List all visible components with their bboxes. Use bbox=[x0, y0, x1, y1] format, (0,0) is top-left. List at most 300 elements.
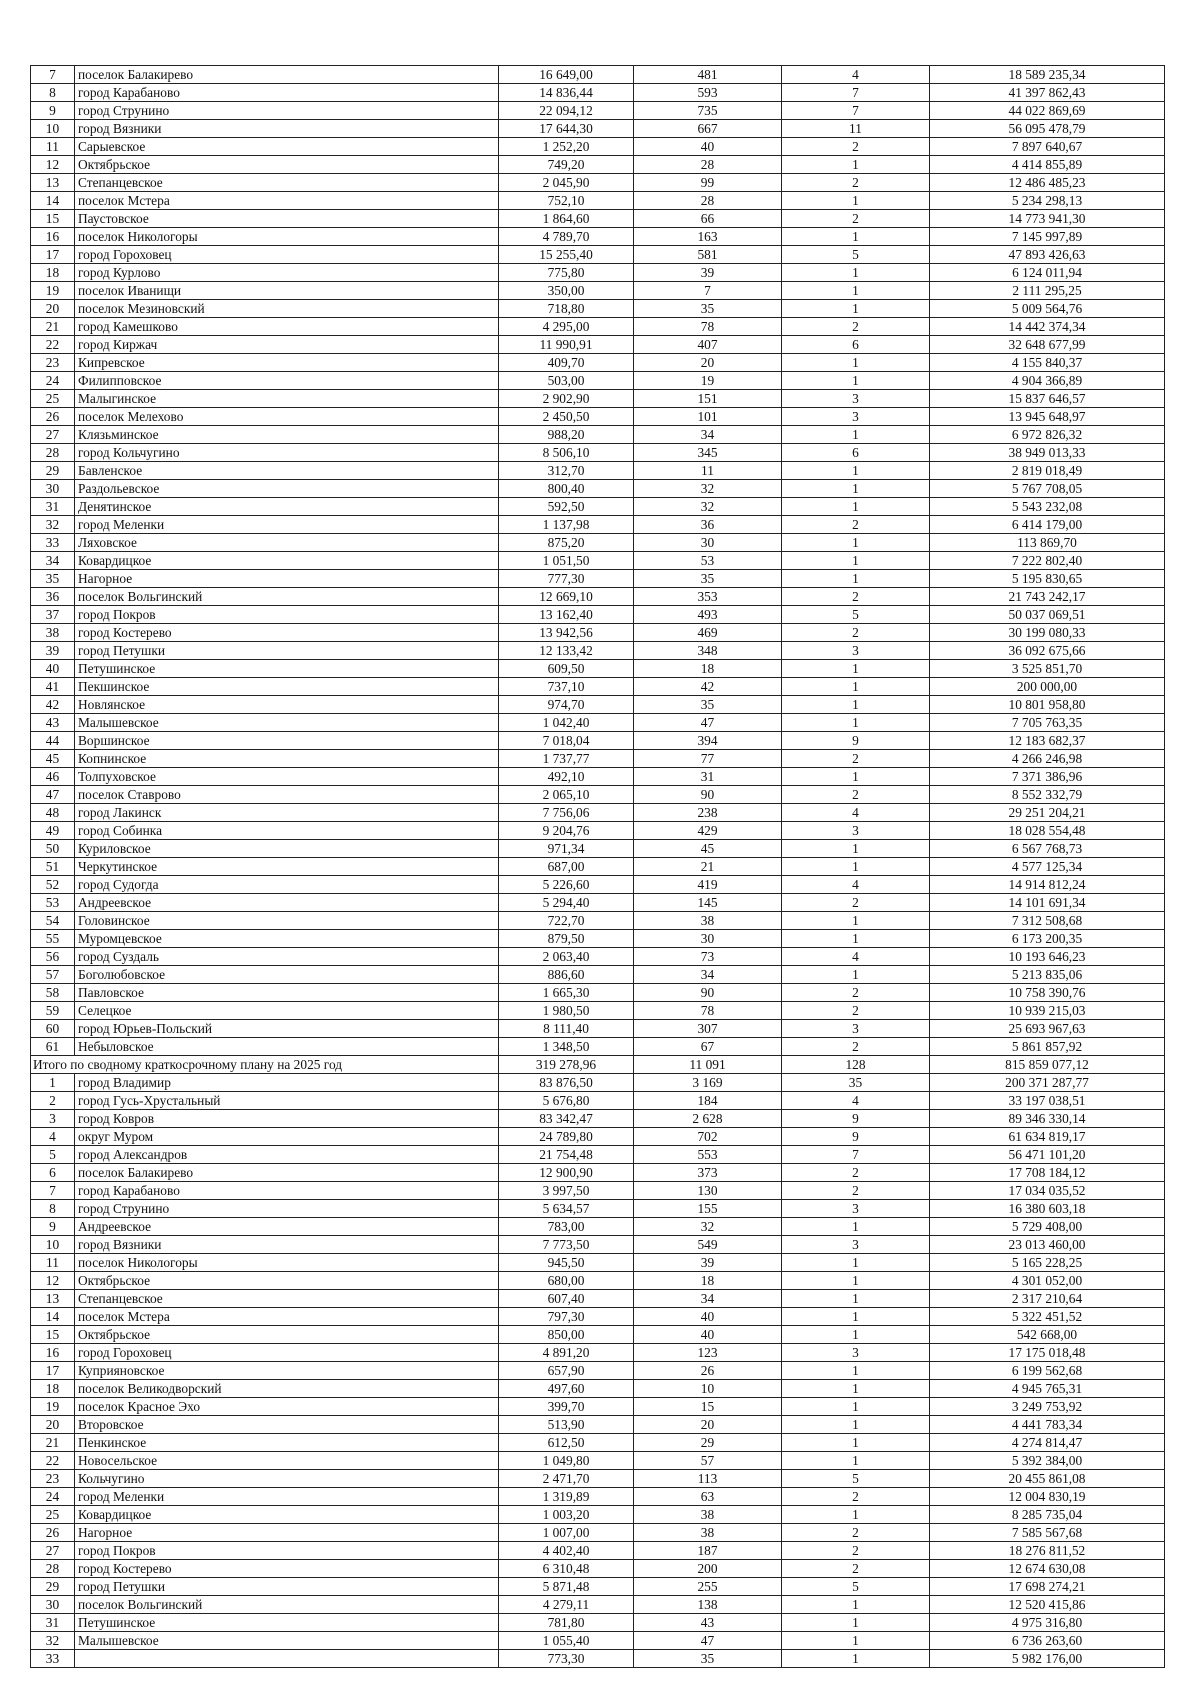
row-number: 14 bbox=[31, 1308, 75, 1326]
row-number: 7 bbox=[31, 1182, 75, 1200]
area-value: 749,20 bbox=[499, 156, 634, 174]
row-number: 23 bbox=[31, 354, 75, 372]
row-number: 3 bbox=[31, 1110, 75, 1128]
residents-count: 345 bbox=[634, 444, 782, 462]
area-value: 875,20 bbox=[499, 534, 634, 552]
houses-count: 1 bbox=[782, 1290, 930, 1308]
area-value: 5 226,60 bbox=[499, 876, 634, 894]
total-houses-count: 128 bbox=[782, 1056, 930, 1074]
residents-count: 90 bbox=[634, 786, 782, 804]
table-row bbox=[31, 1128, 1165, 1146]
row-number: 18 bbox=[31, 1380, 75, 1398]
houses-count: 3 bbox=[782, 642, 930, 660]
table-row bbox=[31, 1074, 1165, 1092]
cost-value: 3 249 753,92 bbox=[930, 1398, 1165, 1416]
row-number: 8 bbox=[31, 1200, 75, 1218]
row-number: 56 bbox=[31, 948, 75, 966]
table-row bbox=[31, 1650, 1165, 1668]
area-value: 773,30 bbox=[499, 1650, 634, 1668]
cost-value: 5 392 384,00 bbox=[930, 1452, 1165, 1470]
houses-count: 1 bbox=[782, 1614, 930, 1632]
row-number: 23 bbox=[31, 1470, 75, 1488]
cost-value: 15 837 646,57 bbox=[930, 390, 1165, 408]
area-value: 1 049,80 bbox=[499, 1452, 634, 1470]
row-number: 26 bbox=[31, 1524, 75, 1542]
area-value: 1 055,40 bbox=[499, 1632, 634, 1650]
cost-value: 5 729 408,00 bbox=[930, 1218, 1165, 1236]
table-row bbox=[31, 1326, 1165, 1344]
cost-value: 4 945 765,31 bbox=[930, 1380, 1165, 1398]
row-number: 5 bbox=[31, 1146, 75, 1164]
houses-count: 1 bbox=[782, 534, 930, 552]
residents-count: 3 169 bbox=[634, 1074, 782, 1092]
residents-count: 28 bbox=[634, 192, 782, 210]
area-value: 1 252,20 bbox=[499, 138, 634, 156]
cost-value: 200 000,00 bbox=[930, 678, 1165, 696]
municipality-name: Октябрьское bbox=[75, 156, 499, 174]
area-value: 4 402,40 bbox=[499, 1542, 634, 1560]
row-number: 42 bbox=[31, 696, 75, 714]
municipality-name: город Ковров bbox=[75, 1110, 499, 1128]
residents-count: 53 bbox=[634, 552, 782, 570]
area-value: 945,50 bbox=[499, 1254, 634, 1272]
area-value: 4 891,20 bbox=[499, 1344, 634, 1362]
plan-table bbox=[30, 65, 1165, 1668]
area-value: 14 836,44 bbox=[499, 84, 634, 102]
row-number: 12 bbox=[31, 156, 75, 174]
cost-value: 12 004 830,19 bbox=[930, 1488, 1165, 1506]
table-row bbox=[31, 120, 1165, 138]
municipality-name: Куриловское bbox=[75, 840, 499, 858]
municipality-name: город Собинка bbox=[75, 822, 499, 840]
table-row bbox=[31, 1038, 1165, 1056]
houses-count: 1 bbox=[782, 480, 930, 498]
houses-count: 2 bbox=[782, 1542, 930, 1560]
cost-value: 8 285 735,04 bbox=[930, 1506, 1165, 1524]
residents-count: 187 bbox=[634, 1542, 782, 1560]
cost-value: 6 736 263,60 bbox=[930, 1632, 1165, 1650]
table-row bbox=[31, 480, 1165, 498]
cost-value: 16 380 603,18 bbox=[930, 1200, 1165, 1218]
residents-count: 43 bbox=[634, 1614, 782, 1632]
row-number: 46 bbox=[31, 768, 75, 786]
municipality-name: город Судогда bbox=[75, 876, 499, 894]
municipality-name: город Вязники bbox=[75, 120, 499, 138]
residents-count: 38 bbox=[634, 1506, 782, 1524]
residents-count: 123 bbox=[634, 1344, 782, 1362]
table-row bbox=[31, 1272, 1165, 1290]
municipality-name: Новосельское bbox=[75, 1452, 499, 1470]
area-value: 492,10 bbox=[499, 768, 634, 786]
residents-count: 407 bbox=[634, 336, 782, 354]
municipality-name: поселок Мелехово bbox=[75, 408, 499, 426]
houses-count: 2 bbox=[782, 1038, 930, 1056]
row-number: 22 bbox=[31, 1452, 75, 1470]
municipality-name: город Юрьев-Польский bbox=[75, 1020, 499, 1038]
cost-value: 4 155 840,37 bbox=[930, 354, 1165, 372]
residents-count: 34 bbox=[634, 966, 782, 984]
residents-count: 78 bbox=[634, 1002, 782, 1020]
row-number: 51 bbox=[31, 858, 75, 876]
municipality-name: город Покров bbox=[75, 1542, 499, 1560]
residents-count: 78 bbox=[634, 318, 782, 336]
municipality-name: Петушинское bbox=[75, 1614, 499, 1632]
municipality-name: город Костерево bbox=[75, 624, 499, 642]
row-number: 34 bbox=[31, 552, 75, 570]
table-row bbox=[31, 750, 1165, 768]
houses-count: 4 bbox=[782, 66, 930, 84]
municipality-name: город Карабаново bbox=[75, 1182, 499, 1200]
table-row bbox=[31, 606, 1165, 624]
municipality-name: поселок Никологоры bbox=[75, 228, 499, 246]
municipality-name: город Владимир bbox=[75, 1074, 499, 1092]
row-number: 10 bbox=[31, 1236, 75, 1254]
row-number: 20 bbox=[31, 1416, 75, 1434]
municipality-name: Ковардицкое bbox=[75, 552, 499, 570]
table-row bbox=[31, 1110, 1165, 1128]
cost-value: 17 034 035,52 bbox=[930, 1182, 1165, 1200]
row-number: 30 bbox=[31, 1596, 75, 1614]
table-row bbox=[31, 426, 1165, 444]
row-number: 48 bbox=[31, 804, 75, 822]
houses-count: 2 bbox=[782, 516, 930, 534]
table-row bbox=[31, 336, 1165, 354]
municipality-name: Селецкое bbox=[75, 1002, 499, 1020]
houses-count: 6 bbox=[782, 336, 930, 354]
municipality-name: поселок Великодворский bbox=[75, 1380, 499, 1398]
area-value: 13 162,40 bbox=[499, 606, 634, 624]
area-value: 12 669,10 bbox=[499, 588, 634, 606]
row-number: 47 bbox=[31, 786, 75, 804]
municipality-name: город Суздаль bbox=[75, 948, 499, 966]
area-value: 399,70 bbox=[499, 1398, 634, 1416]
area-value: 8 506,10 bbox=[499, 444, 634, 462]
residents-count: 493 bbox=[634, 606, 782, 624]
houses-count: 3 bbox=[782, 822, 930, 840]
row-number: 21 bbox=[31, 318, 75, 336]
residents-count: 307 bbox=[634, 1020, 782, 1038]
area-value: 657,90 bbox=[499, 1362, 634, 1380]
table-row bbox=[31, 1182, 1165, 1200]
row-number: 25 bbox=[31, 390, 75, 408]
houses-count: 2 bbox=[782, 1182, 930, 1200]
area-value: 974,70 bbox=[499, 696, 634, 714]
cost-value: 32 648 677,99 bbox=[930, 336, 1165, 354]
area-value: 1 007,00 bbox=[499, 1524, 634, 1542]
residents-count: 155 bbox=[634, 1200, 782, 1218]
municipality-name: Нагорное bbox=[75, 1524, 499, 1542]
houses-count: 4 bbox=[782, 948, 930, 966]
table-row bbox=[31, 1146, 1165, 1164]
cost-value: 12 183 682,37 bbox=[930, 732, 1165, 750]
houses-count: 2 bbox=[782, 984, 930, 1002]
cost-value: 47 893 426,63 bbox=[930, 246, 1165, 264]
residents-count: 21 bbox=[634, 858, 782, 876]
residents-count: 31 bbox=[634, 768, 782, 786]
houses-count: 1 bbox=[782, 1650, 930, 1668]
cost-value: 4 414 855,89 bbox=[930, 156, 1165, 174]
residents-count: 429 bbox=[634, 822, 782, 840]
row-number: 16 bbox=[31, 1344, 75, 1362]
table-row bbox=[31, 1200, 1165, 1218]
table-row bbox=[31, 228, 1165, 246]
cost-value: 10 758 390,76 bbox=[930, 984, 1165, 1002]
area-value: 21 754,48 bbox=[499, 1146, 634, 1164]
houses-count: 5 bbox=[782, 606, 930, 624]
municipality-name: Павловское bbox=[75, 984, 499, 1002]
residents-count: 73 bbox=[634, 948, 782, 966]
row-number: 43 bbox=[31, 714, 75, 732]
cost-value: 6 567 768,73 bbox=[930, 840, 1165, 858]
table-row bbox=[31, 1524, 1165, 1542]
residents-count: 10 bbox=[634, 1380, 782, 1398]
area-value: 971,34 bbox=[499, 840, 634, 858]
municipality-name: город Петушки bbox=[75, 642, 499, 660]
cost-value: 5 767 708,05 bbox=[930, 480, 1165, 498]
area-value: 1 864,60 bbox=[499, 210, 634, 228]
area-value: 2 902,90 bbox=[499, 390, 634, 408]
municipality-name: город Костерево bbox=[75, 1560, 499, 1578]
municipality-name: поселок Мезиновский bbox=[75, 300, 499, 318]
row-number: 33 bbox=[31, 534, 75, 552]
row-number: 18 bbox=[31, 264, 75, 282]
row-number: 12 bbox=[31, 1272, 75, 1290]
residents-count: 7 bbox=[634, 282, 782, 300]
row-number: 45 bbox=[31, 750, 75, 768]
cost-value: 12 486 485,23 bbox=[930, 174, 1165, 192]
area-value: 4 295,00 bbox=[499, 318, 634, 336]
residents-count: 30 bbox=[634, 930, 782, 948]
houses-count: 7 bbox=[782, 1146, 930, 1164]
municipality-name: Андреевское bbox=[75, 1218, 499, 1236]
area-value: 1 051,50 bbox=[499, 552, 634, 570]
row-number: 19 bbox=[31, 282, 75, 300]
residents-count: 101 bbox=[634, 408, 782, 426]
municipality-name: Октябрьское bbox=[75, 1326, 499, 1344]
row-number: 31 bbox=[31, 1614, 75, 1632]
area-value: 83 342,47 bbox=[499, 1110, 634, 1128]
area-value: 718,80 bbox=[499, 300, 634, 318]
residents-count: 40 bbox=[634, 1326, 782, 1344]
residents-count: 99 bbox=[634, 174, 782, 192]
municipality-name: Паустовское bbox=[75, 210, 499, 228]
residents-count: 184 bbox=[634, 1092, 782, 1110]
municipality-name: Кольчугино bbox=[75, 1470, 499, 1488]
table-row bbox=[31, 570, 1165, 588]
row-number: 15 bbox=[31, 1326, 75, 1344]
row-number: 24 bbox=[31, 372, 75, 390]
row-number: 39 bbox=[31, 642, 75, 660]
area-value: 503,00 bbox=[499, 372, 634, 390]
area-value: 7 773,50 bbox=[499, 1236, 634, 1254]
municipality-name: поселок Балакирево bbox=[75, 66, 499, 84]
area-value: 781,80 bbox=[499, 1614, 634, 1632]
municipality-name: город Покров bbox=[75, 606, 499, 624]
row-number: 17 bbox=[31, 246, 75, 264]
table-row bbox=[31, 282, 1165, 300]
houses-count: 3 bbox=[782, 1344, 930, 1362]
row-number: 60 bbox=[31, 1020, 75, 1038]
cost-value: 18 276 811,52 bbox=[930, 1542, 1165, 1560]
houses-count: 9 bbox=[782, 1110, 930, 1128]
table-row bbox=[31, 642, 1165, 660]
residents-count: 419 bbox=[634, 876, 782, 894]
table-row bbox=[31, 174, 1165, 192]
houses-count: 2 bbox=[782, 786, 930, 804]
houses-count: 1 bbox=[782, 1398, 930, 1416]
municipality-name: город Киржач bbox=[75, 336, 499, 354]
area-value: 722,70 bbox=[499, 912, 634, 930]
cost-value: 29 251 204,21 bbox=[930, 804, 1165, 822]
cost-value: 18 589 235,34 bbox=[930, 66, 1165, 84]
cost-value: 4 266 246,98 bbox=[930, 750, 1165, 768]
cost-value: 5 861 857,92 bbox=[930, 1038, 1165, 1056]
houses-count: 1 bbox=[782, 660, 930, 678]
area-value: 783,00 bbox=[499, 1218, 634, 1236]
area-value: 988,20 bbox=[499, 426, 634, 444]
residents-count: 20 bbox=[634, 354, 782, 372]
area-value: 5 634,57 bbox=[499, 1200, 634, 1218]
cost-value: 4 975 316,80 bbox=[930, 1614, 1165, 1632]
area-value: 17 644,30 bbox=[499, 120, 634, 138]
row-number: 28 bbox=[31, 1560, 75, 1578]
area-value: 15 255,40 bbox=[499, 246, 634, 264]
row-number: 27 bbox=[31, 426, 75, 444]
municipality-name: город Струнино bbox=[75, 1200, 499, 1218]
cost-value: 4 274 814,47 bbox=[930, 1434, 1165, 1452]
row-number: 30 bbox=[31, 480, 75, 498]
municipality-name: город Струнино bbox=[75, 102, 499, 120]
table-row bbox=[31, 966, 1165, 984]
table-row bbox=[31, 408, 1165, 426]
table-row bbox=[31, 1416, 1165, 1434]
area-value: 1 003,20 bbox=[499, 1506, 634, 1524]
row-number: 44 bbox=[31, 732, 75, 750]
area-value: 497,60 bbox=[499, 1380, 634, 1398]
residents-count: 26 bbox=[634, 1362, 782, 1380]
houses-count: 2 bbox=[782, 138, 930, 156]
cost-value: 10 193 646,23 bbox=[930, 948, 1165, 966]
row-number: 36 bbox=[31, 588, 75, 606]
houses-count: 2 bbox=[782, 1488, 930, 1506]
municipality-name: Нагорное bbox=[75, 570, 499, 588]
row-number: 27 bbox=[31, 1542, 75, 1560]
houses-count: 1 bbox=[782, 462, 930, 480]
area-value: 1 137,98 bbox=[499, 516, 634, 534]
cost-value: 5 195 830,65 bbox=[930, 570, 1165, 588]
area-value: 1 042,40 bbox=[499, 714, 634, 732]
residents-count: 353 bbox=[634, 588, 782, 606]
residents-count: 667 bbox=[634, 120, 782, 138]
area-value: 752,10 bbox=[499, 192, 634, 210]
municipality-name: поселок Красное Эхо bbox=[75, 1398, 499, 1416]
area-value: 22 094,12 bbox=[499, 102, 634, 120]
municipality-name: Петушинское bbox=[75, 660, 499, 678]
table-row bbox=[31, 300, 1165, 318]
residents-count: 29 bbox=[634, 1434, 782, 1452]
row-number: 61 bbox=[31, 1038, 75, 1056]
row-number: 17 bbox=[31, 1362, 75, 1380]
row-number: 20 bbox=[31, 300, 75, 318]
cost-value: 542 668,00 bbox=[930, 1326, 1165, 1344]
cost-value: 18 028 554,48 bbox=[930, 822, 1165, 840]
cost-value: 7 312 508,68 bbox=[930, 912, 1165, 930]
houses-count: 1 bbox=[782, 858, 930, 876]
cost-value: 56 471 101,20 bbox=[930, 1146, 1165, 1164]
row-number: 25 bbox=[31, 1506, 75, 1524]
cost-value: 200 371 287,77 bbox=[930, 1074, 1165, 1092]
houses-count: 1 bbox=[782, 1434, 930, 1452]
table-row bbox=[31, 1218, 1165, 1236]
residents-count: 90 bbox=[634, 984, 782, 1002]
row-number: 35 bbox=[31, 570, 75, 588]
cost-value: 5 982 176,00 bbox=[930, 1650, 1165, 1668]
residents-count: 113 bbox=[634, 1470, 782, 1488]
table-row bbox=[31, 84, 1165, 102]
row-number: 15 bbox=[31, 210, 75, 228]
table-row bbox=[31, 1236, 1165, 1254]
houses-count: 1 bbox=[782, 1272, 930, 1290]
municipality-name: Октябрьское bbox=[75, 1272, 499, 1290]
cost-value: 10 939 215,03 bbox=[930, 1002, 1165, 1020]
residents-count: 200 bbox=[634, 1560, 782, 1578]
table-row bbox=[31, 1380, 1165, 1398]
houses-count: 1 bbox=[782, 840, 930, 858]
residents-count: 581 bbox=[634, 246, 782, 264]
residents-count: 348 bbox=[634, 642, 782, 660]
residents-count: 77 bbox=[634, 750, 782, 768]
table-row bbox=[31, 66, 1165, 84]
municipality-name: Раздольевское bbox=[75, 480, 499, 498]
table-row bbox=[31, 1632, 1165, 1650]
area-value: 775,80 bbox=[499, 264, 634, 282]
cost-value: 23 013 460,00 bbox=[930, 1236, 1165, 1254]
total-residents-count: 11 091 bbox=[634, 1056, 782, 1074]
residents-count: 15 bbox=[634, 1398, 782, 1416]
municipality-name: Пекшинское bbox=[75, 678, 499, 696]
residents-count: 35 bbox=[634, 300, 782, 318]
table-row bbox=[31, 1560, 1165, 1578]
table-row bbox=[31, 444, 1165, 462]
cost-value: 14 773 941,30 bbox=[930, 210, 1165, 228]
area-value: 850,00 bbox=[499, 1326, 634, 1344]
table-row bbox=[31, 1596, 1165, 1614]
plan-table-body bbox=[31, 66, 1165, 1668]
residents-count: 47 bbox=[634, 1632, 782, 1650]
residents-count: 163 bbox=[634, 228, 782, 246]
cost-value: 2 111 295,25 bbox=[930, 282, 1165, 300]
cost-value: 12 520 415,86 bbox=[930, 1596, 1165, 1614]
residents-count: 34 bbox=[634, 1290, 782, 1308]
cost-value: 17 698 274,21 bbox=[930, 1578, 1165, 1596]
cost-value: 36 092 675,66 bbox=[930, 642, 1165, 660]
municipality-name: город Гороховец bbox=[75, 1344, 499, 1362]
area-value: 800,40 bbox=[499, 480, 634, 498]
municipality-name: Пенкинское bbox=[75, 1434, 499, 1452]
table-row bbox=[31, 1092, 1165, 1110]
row-number: 29 bbox=[31, 1578, 75, 1596]
cost-value: 5 322 451,52 bbox=[930, 1308, 1165, 1326]
area-value: 7 756,06 bbox=[499, 804, 634, 822]
row-number: 53 bbox=[31, 894, 75, 912]
table-row bbox=[31, 498, 1165, 516]
cost-value: 2 819 018,49 bbox=[930, 462, 1165, 480]
houses-count: 1 bbox=[782, 678, 930, 696]
houses-count: 3 bbox=[782, 1020, 930, 1038]
municipality-name: поселок Никологоры bbox=[75, 1254, 499, 1272]
houses-count: 7 bbox=[782, 102, 930, 120]
table-row bbox=[31, 678, 1165, 696]
